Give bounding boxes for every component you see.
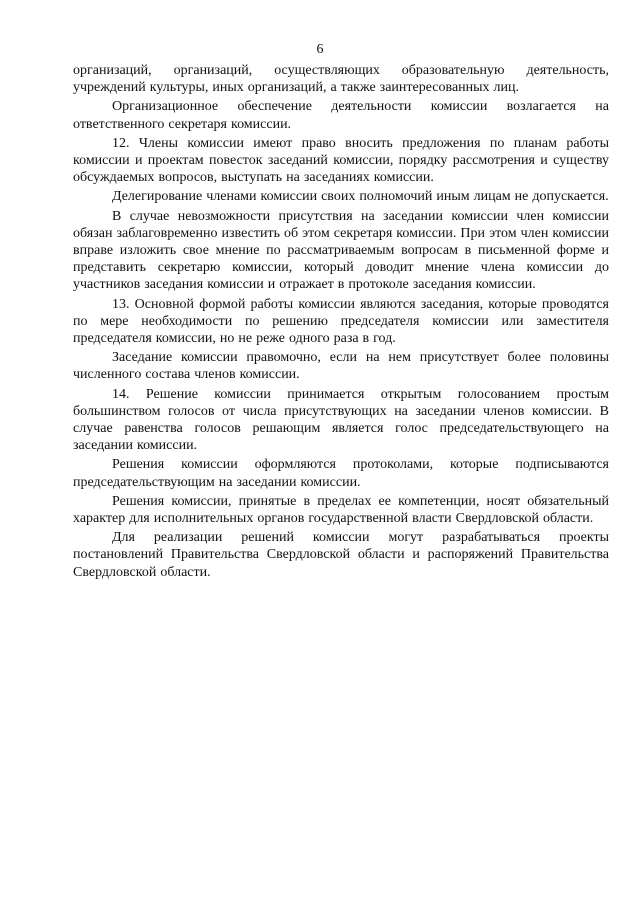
page-number: 6 bbox=[316, 42, 324, 57]
paragraph-quorum: Заседание комиссии правомочно, если на нем присутствует более половины численного состава членов комиссии. bbox=[73, 350, 609, 383]
document-body bbox=[73, 62, 609, 583]
paragraph-binding-decisions: Решения комиссии, принятые в пределах ее компетенции, носят обязательный характер для исполнительных органов государственной власти Свердловской области. bbox=[73, 493, 609, 527]
paragraph-implementation: Для реализации решений комиссии могут разрабатываться проекты постановлений Правительства Свердловской области и распоряжений Правительства Свердловской области. bbox=[73, 530, 609, 580]
paragraph-item-14: 14. Решение комиссии принимается открытым голосованием простым большинством голосов от числа присутствующих на заседании членов комиссии. В случае равенства голосов решающим является голос председательствующего на заседании комиссии. bbox=[73, 386, 609, 454]
paragraph-delegation: Делегирование членами комиссии своих полномочий иным лицам не допускается. bbox=[112, 189, 609, 205]
paragraph-organizational-support: Организационное обеспечение деятельности комиссии возлагается на ответственного секретаря комиссии. bbox=[73, 99, 609, 132]
paragraph-absence: В случае невозможности присутствия на заседании комиссии член комиссии обязан заблаговременно известить об этом секретаря комиссии. При этом член комиссии вправе изложить свое мнение по рассматриваемым вопросам в письменной форме и представить секретарю комиссии, который доводит мнение члена комиссии до участников заседания комиссии и отражает в протоколе заседания комиссии. bbox=[73, 208, 609, 293]
paragraph-protocols: Решения комиссии оформляются протоколами, которые подписываются председательствующим на заседании комиссии. bbox=[73, 457, 609, 490]
paragraph-item-13: 13. Основной формой работы комиссии являются заседания, которые проводятся по мере необходимости по решению председателя комиссии или заместителя председателя комиссии, но не реже одного раза в год. bbox=[73, 296, 609, 347]
paragraph-item-12: 12. Члены комиссии имеют право вносить предложения по планам работы комиссии и проектам повесток заседаний комиссии, порядку рассмотрения и существу обсуждаемых вопросов, выступать на заседаниях комиссии. bbox=[73, 135, 609, 186]
paragraph-continuation: организаций, организаций, осуществляющих образовательную деятельность, учреждений культуры, иных организаций, а также заинтересованных лиц. bbox=[73, 63, 609, 96]
